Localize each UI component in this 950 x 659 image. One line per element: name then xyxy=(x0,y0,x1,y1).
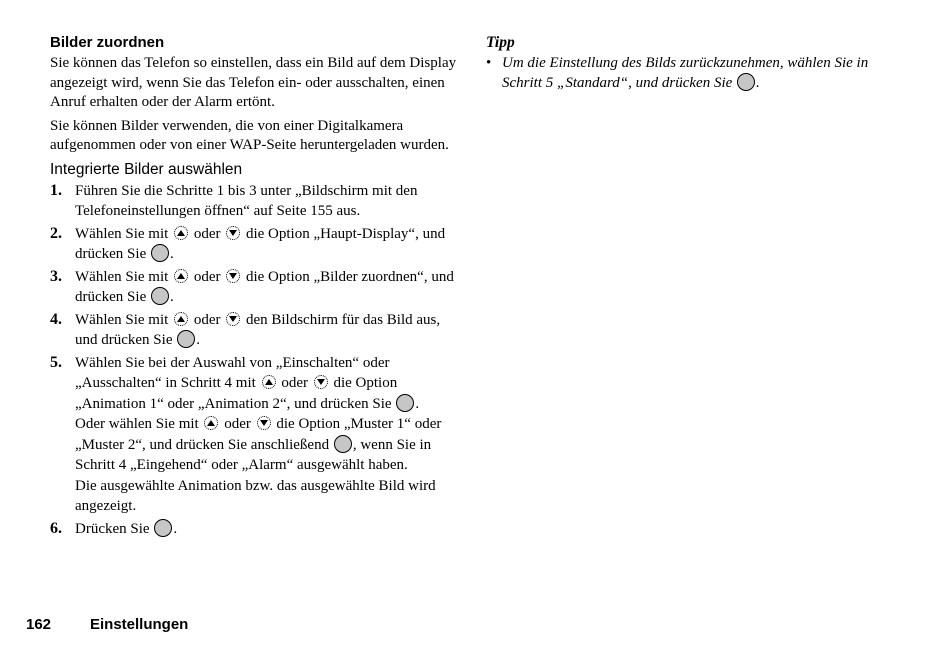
page-number: 162 xyxy=(26,616,52,633)
nav-up-icon xyxy=(174,269,188,283)
step-text: Wählen Sie mit xyxy=(75,311,169,328)
center-key-icon xyxy=(334,435,352,453)
tip-text: . xyxy=(756,75,760,91)
step-text: die Option „Haupt-Display“, und drücken Sie xyxy=(75,225,446,262)
step-text: Drücken Sie xyxy=(75,520,150,537)
page-footer xyxy=(26,616,188,634)
center-key-icon xyxy=(151,287,169,305)
tip-title: Tipp xyxy=(486,34,515,51)
subsection-heading: Integrierte Bilder auswählen xyxy=(50,160,243,178)
nav-down-icon xyxy=(226,226,240,240)
nav-up-icon xyxy=(174,226,188,240)
step-text: . xyxy=(169,246,174,262)
left-column xyxy=(50,33,460,541)
center-key-icon xyxy=(154,519,172,537)
step-number: 4. xyxy=(50,310,62,328)
step-text: Führen Sie die Schritte 1 bis 3 unter „Bildschirm mit den Telefoneinstellungen öffnen“ auf Seite 155 aus. xyxy=(75,182,418,219)
center-key-icon xyxy=(151,244,169,262)
step-text: oder xyxy=(193,268,221,285)
bullet: • xyxy=(486,55,492,71)
step-text: Wählen Sie mit xyxy=(75,225,169,242)
step-number: 5. xyxy=(50,353,62,371)
step-text: die Option „Animation 1“ oder „Animation 2“, und drücken Sie xyxy=(75,375,398,412)
steps-list xyxy=(50,181,460,540)
nav-down-icon xyxy=(226,269,240,283)
nav-up-icon xyxy=(262,375,276,389)
step-text: . xyxy=(169,289,174,305)
step-4 xyxy=(50,310,460,351)
right-column xyxy=(486,33,906,93)
step-text: Oder wählen Sie mit xyxy=(75,416,199,432)
step-note: Die ausgewählte Animation bzw. das ausgewählte Bild wird angezeigt. xyxy=(75,477,436,514)
step-1 xyxy=(50,181,460,222)
footer-section-title: Einstellungen xyxy=(90,616,189,633)
nav-up-icon xyxy=(204,416,218,430)
step-number: 6. xyxy=(50,519,62,537)
step-text: oder xyxy=(224,416,251,432)
step-6 xyxy=(50,519,460,540)
step-text: . xyxy=(173,520,178,537)
nav-down-icon xyxy=(257,416,271,430)
nav-down-icon xyxy=(314,375,328,389)
step-text: oder xyxy=(281,375,308,391)
nav-up-icon xyxy=(174,312,188,326)
nav-down-icon xyxy=(226,312,240,326)
step-number: 2. xyxy=(50,224,62,242)
step-number: 1. xyxy=(50,181,62,199)
step-text: . xyxy=(415,395,420,412)
step-text: , wenn Sie in Schritt 4 „Eingehend“ oder „Alarm“ ausgewählt haben. xyxy=(75,436,432,473)
step-text: die Option „Muster 1“ oder „Muster 2“, und drücken Sie anschließend xyxy=(75,416,442,453)
intro-paragraph-1: Sie können das Telefon so einstellen, dass ein Bild auf dem Display angezeigt wird, wenn Sie das Telefon ein- oder ausschalten, einen Anruf erhalten oder der Alarm ertönt. xyxy=(50,55,457,110)
step-text: die Option „Bilder zuordnen“, und drücken Sie xyxy=(75,268,454,305)
step-text: oder xyxy=(193,225,221,242)
step-5 xyxy=(50,353,460,517)
step-text: Wählen Sie bei der Auswahl von „Einschalten“ oder „Ausschalten“ in Schritt 4 mit xyxy=(75,354,390,391)
tip-text: Um die Einstellung des Bilds zurückzunehmen, wählen Sie in Schritt 5 „Standard“, und drücken Sie xyxy=(502,55,869,91)
step-2 xyxy=(50,224,460,265)
step-text: . xyxy=(196,332,200,348)
step-text: Wählen Sie mit xyxy=(75,268,169,285)
center-key-icon xyxy=(396,394,414,412)
center-key-icon xyxy=(737,73,755,91)
section-heading: Bilder zuordnen xyxy=(50,34,165,51)
intro-paragraph-2: Sie können Bilder verwenden, die von einer Digitalkamera aufgenommen oder von einer WAP-Seite heruntergeladen wurden. xyxy=(50,117,449,153)
step-3 xyxy=(50,267,460,308)
tip-item xyxy=(486,53,906,93)
step-text: oder xyxy=(193,311,221,328)
step-text: den Bildschirm für das Bild aus, und drücken Sie xyxy=(75,311,441,348)
center-key-icon xyxy=(177,330,195,348)
step-number: 3. xyxy=(50,267,62,285)
